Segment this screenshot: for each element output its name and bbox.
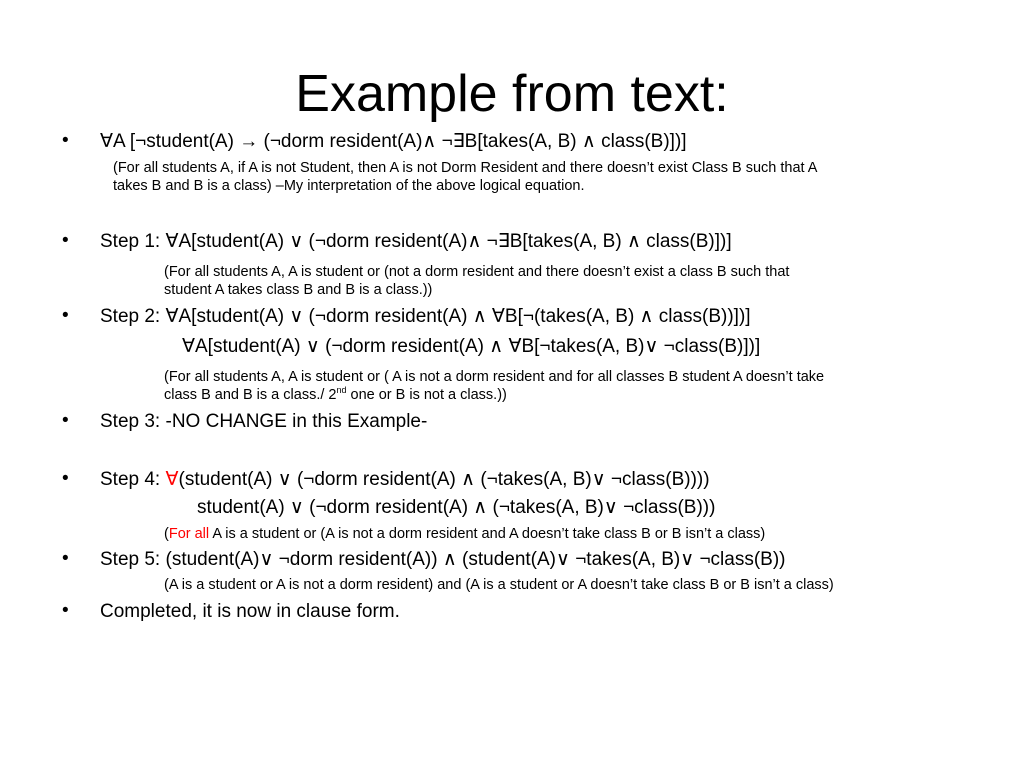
step-2: Step 2: ∀A[student(A) ∨ (¬dorm resident(A) ∧ ∀B[¬(takes(A, B) ∧ class(B))])] [100, 306, 751, 327]
forall-highlight: ∀ [165, 469, 179, 490]
step-1-note-line-1: (For all students A, A is student or (not a dorm resident and there doesn’t exist a class B such that [164, 264, 790, 280]
for-all-highlight: For all [168, 526, 210, 542]
completed-statement: Completed, it is now in clause form. [100, 601, 400, 622]
step-5: Step 5: (student(A)∨ ¬dorm resident(A)) ∧ (student(A)∨ ¬takes(A, B)∨ ¬class(B)) [100, 549, 786, 570]
logic-statement: ∀A [¬student(A) → (¬dorm resident(A)∧ ¬∃B[takes(A, B) ∧ class(B)])] [100, 131, 687, 152]
step-2-continuation: ∀A[student(A) ∨ (¬dorm resident(A) ∧ ∀B[¬takes(A, B)∨ ¬class(B)])] [182, 336, 761, 357]
bullet-marker: • [62, 548, 69, 569]
step-3: Step 3: -NO CHANGE in this Example- [100, 411, 428, 432]
statement-note-line-2: takes B and B is a class) –My interpretation of the above logical equation. [113, 178, 585, 194]
bullet-marker: • [62, 230, 69, 251]
step-1: Step 1: ∀A[student(A) ∨ (¬dorm resident(A)∧ ¬∃B[takes(A, B) ∧ class(B)])] [100, 231, 732, 252]
step-4: Step 4: ∀(student(A) ∨ (¬dorm resident(A) ∧ (¬takes(A, B)∨ ¬class(B)))) [100, 469, 710, 490]
step-1-note-line-2: student A takes class B and B is a class.)) [164, 282, 433, 298]
bullet-marker: • [62, 305, 69, 326]
step-2-note-line-2: class B and B is a class./ 2nd one or B is not a class.)) [164, 385, 507, 403]
step-2-note-line-1: (For all students A, A is student or ( A is not a dorm resident and for all classes B student A doesn’t take [164, 369, 825, 385]
bullet-marker: • [62, 468, 69, 489]
bullet-marker: • [62, 600, 69, 621]
bullet-marker: • [62, 130, 69, 151]
step-4-note: (For all A is a student or (A is not a dorm resident and A doesn’t take class B or B isn’t a class) [164, 526, 766, 542]
slide-title: Example from text: [295, 65, 729, 123]
bullet-marker: • [62, 410, 69, 431]
step-5-note: (A is a student or A is not a dorm resident) and (A is a student or A doesn’t take class B or B isn’t a class) [164, 577, 834, 593]
step-4-continuation: student(A) ∨ (¬dorm resident(A) ∧ (¬takes(A, B)∨ ¬class(B))) [197, 497, 716, 518]
statement-note-line-1: (For all students A, if A is not Student, then A is not Dorm Resident and there doesn’t exist Class B such that A [113, 160, 818, 176]
